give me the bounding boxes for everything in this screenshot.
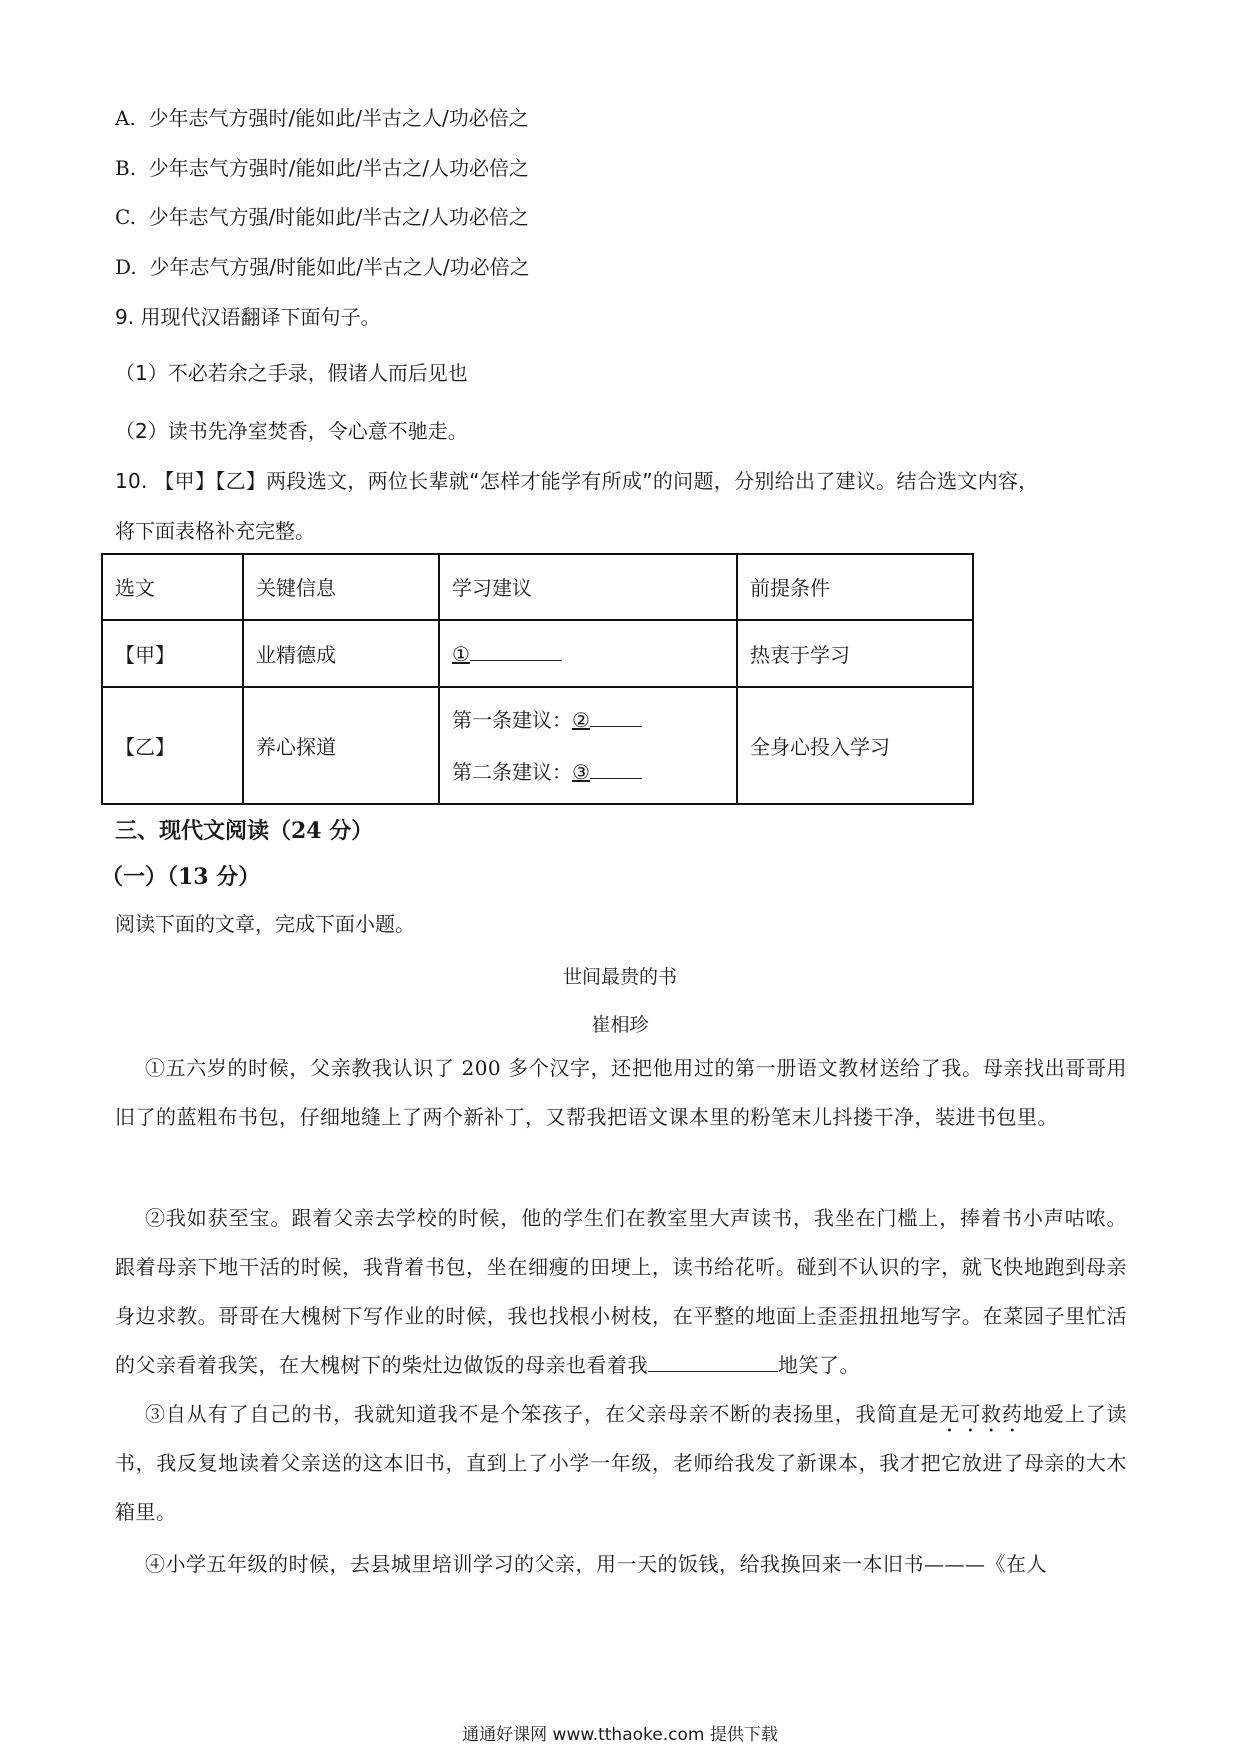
option-letter: C. xyxy=(115,205,136,229)
answer-blank xyxy=(470,640,562,661)
table-row xyxy=(102,620,973,688)
suggestion-label: 第一条建议： xyxy=(452,707,572,732)
answer-number: ③ xyxy=(572,759,590,784)
option-text: 少年志气方强/时能如此/半古之人/功必倍之 xyxy=(149,255,530,279)
option-text: 少年志气方强/时能如此/半古之/人功必倍之 xyxy=(148,205,529,229)
subsection-title: （一）（13 分） xyxy=(101,864,261,890)
answer-table xyxy=(101,553,974,805)
table-cell: 养心探道 xyxy=(243,687,439,804)
article-paragraph-4 xyxy=(115,1540,1127,1589)
article-title: 世间最贵的书 xyxy=(562,966,677,988)
option-text: 少年志气方强时/能如此/半古之人/功必倍之 xyxy=(148,106,529,130)
option-b xyxy=(115,158,529,178)
option-a xyxy=(115,108,529,128)
table-header: 前提条件 xyxy=(737,554,973,620)
table-cell: 热衷于学习 xyxy=(737,620,973,688)
paragraph-text: ①五六岁的时候，父亲教我认识了 200 多个汉字，还把他用过的第一册语文教材送给了我。母亲找出哥哥用旧了的蓝粗布书包，仔细地缝上了两个新补丁，又帮我把语文课本里的粉笔末儿抖搂干净，装进书包里。 xyxy=(115,1056,1127,1129)
answer-number: ① xyxy=(452,642,470,667)
answer-blank xyxy=(590,706,642,727)
article-paragraph-2 xyxy=(115,1194,1127,1390)
paragraph-text-end: 地笑了。 xyxy=(778,1353,860,1377)
table-header-row xyxy=(102,554,973,620)
table-cell-answers-2-3 xyxy=(439,687,737,804)
paragraph-text: ②我如获至宝。跟着父亲去学校的时候，他的学生们在教室里大声读书，我坐在门槛上，捧着书小声咕哝。跟着母亲下地干活的时候，我背着书包，坐在细瘦的田埂上，读书给花听。碰到不认识的字，就飞快地跑到母亲身边求教。哥哥在大槐树下写作业的时候，我也找根小树枝，在平整的地面上歪歪扭扭地写字。在菜园子里忙活的父亲看着我笑，在大槐树下的柴灶边做饭的母亲也看着我 xyxy=(115,1206,1127,1377)
option-letter: A. xyxy=(115,106,136,130)
suggestion-2 xyxy=(452,746,724,798)
table-header: 关键信息 xyxy=(243,554,439,620)
question-10-line-1: 10. 【甲】【乙】两段选文，两位长辈就“怎样才能学有所成”的问题，分别给出了建议。结合选文内容， xyxy=(115,469,1039,493)
answer-number: ② xyxy=(572,707,590,732)
section-title: 三、现代文阅读（24 分） xyxy=(115,818,374,844)
paragraph-text: ④小学五年级的时候，去县城里培训学习的父亲，用一天的饭钱，给我换回来一本旧书———《在人 xyxy=(145,1552,1047,1576)
article-author: 崔相珍 xyxy=(591,1014,649,1036)
question-10-line-2: 将下面表格补充完整。 xyxy=(115,519,315,543)
page-footer: 通通好课网 www.tthaoke.com 提供下载 xyxy=(462,1725,778,1745)
question-9-title: 9. 用现代汉语翻译下面句子。 xyxy=(115,305,381,329)
reading-instruction: 阅读下面的文章，完成下面小题。 xyxy=(115,912,415,936)
table-cell: 全身心投入学习 xyxy=(737,687,973,804)
option-c xyxy=(115,207,529,227)
table-header: 学习建议 xyxy=(439,554,737,620)
question-9-sentence-2: （2）读书先净室焚香，令心意不驰走。 xyxy=(115,419,468,443)
article-paragraph-1 xyxy=(115,1044,1127,1142)
option-text: 少年志气方强时/能如此/半古之/人功必倍之 xyxy=(148,156,529,180)
option-letter: D. xyxy=(115,255,137,279)
article-paragraph-3 xyxy=(115,1390,1127,1537)
dotted-phrase: 无可救药 xyxy=(939,1402,1023,1426)
paragraph-text: 地爱上了读书，我反复地读着父亲送的这本旧书，直到上了小学一年级，老师给我发了新课本，我才把它放进了母亲的大木箱里。 xyxy=(115,1402,1128,1524)
table-cell: 【乙】 xyxy=(102,687,243,804)
table-cell-answer-1 xyxy=(439,620,737,688)
table-row xyxy=(102,687,973,804)
option-letter: B. xyxy=(115,156,137,180)
answer-blank xyxy=(590,758,642,779)
suggestion-label: 第二条建议： xyxy=(452,759,572,784)
option-d xyxy=(115,257,530,277)
paragraph-text: ③自从有了自己的书，我就知道我不是个笨孩子，在父亲母亲不断的表扬里，我简直是 xyxy=(145,1402,940,1426)
suggestion-1 xyxy=(452,694,724,746)
table-cell: 【甲】 xyxy=(102,620,243,688)
question-9-sentence-1: （1）不必若余之手录，假诸人而后见也 xyxy=(115,361,468,385)
table-header: 选文 xyxy=(102,554,243,620)
fill-blank xyxy=(648,1351,778,1372)
table-cell: 业精德成 xyxy=(243,620,439,688)
